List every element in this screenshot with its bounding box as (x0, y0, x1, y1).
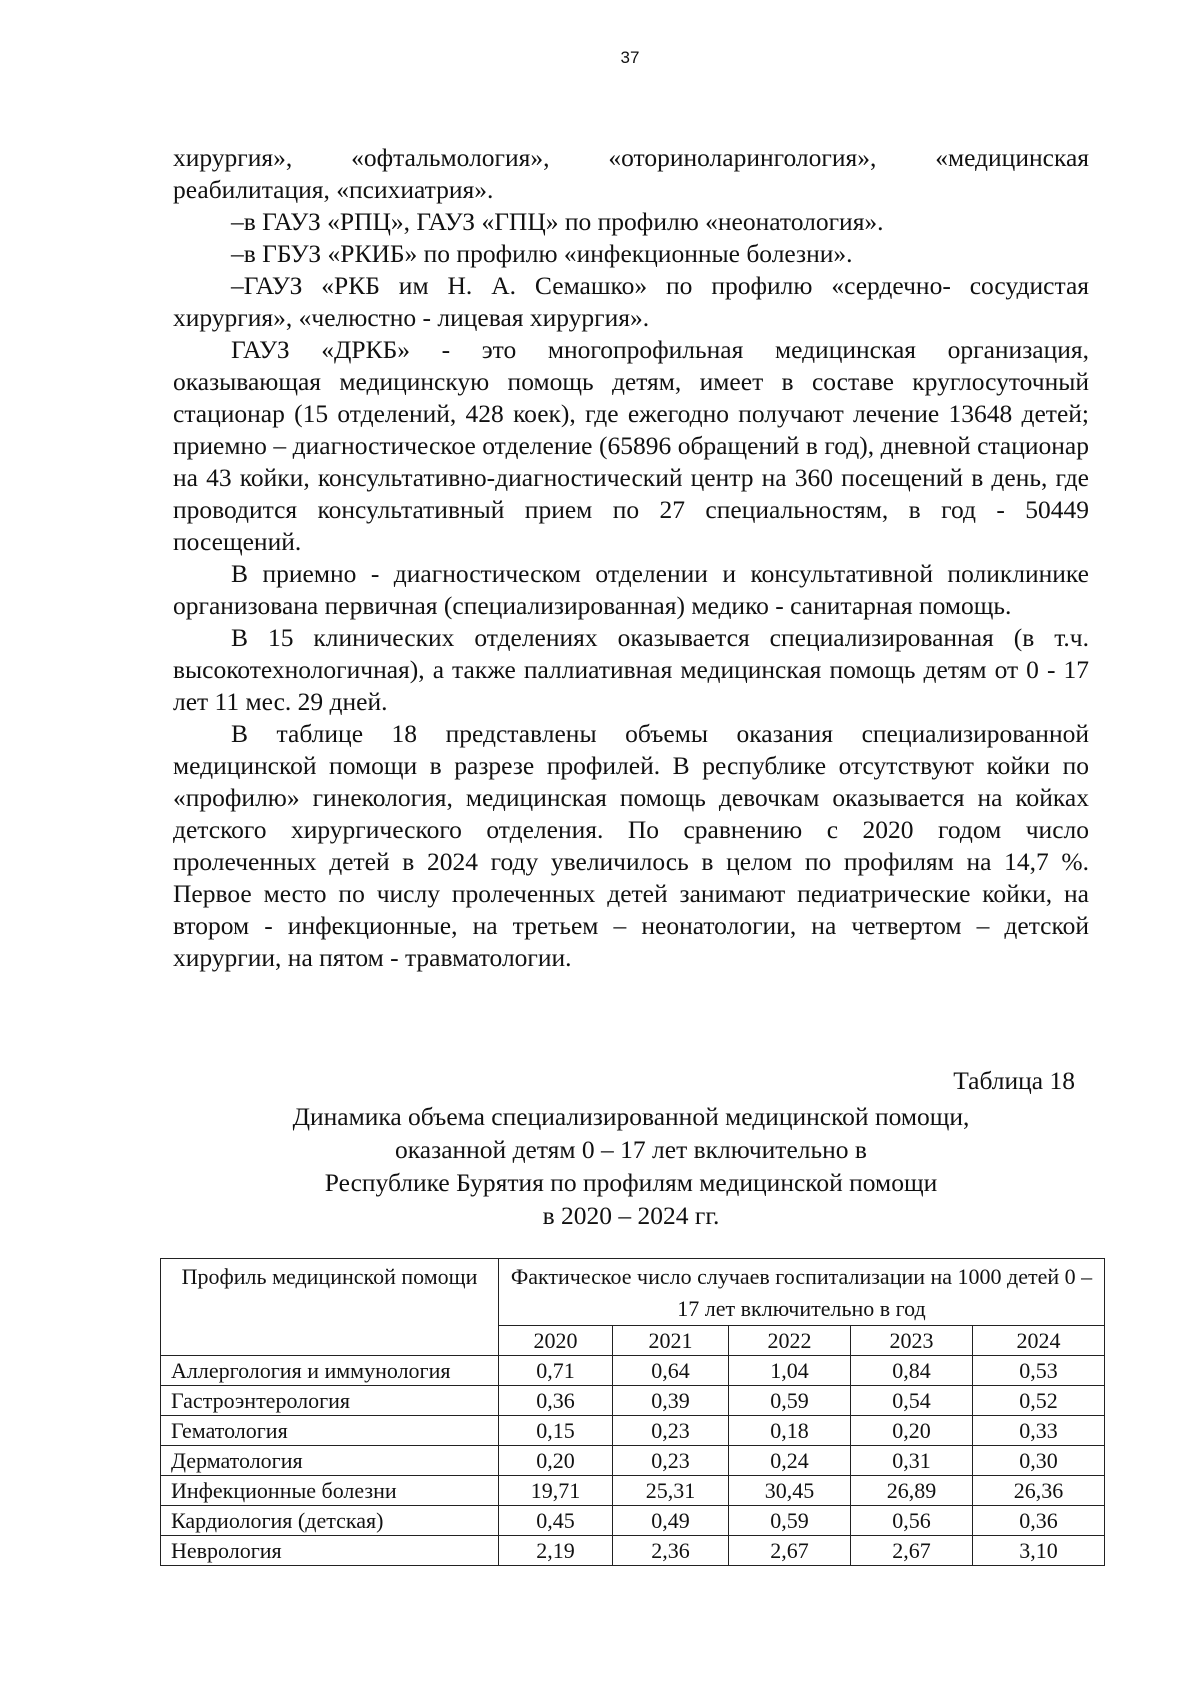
value-cell: 0,54 (851, 1386, 973, 1416)
value-cell: 0,84 (851, 1356, 973, 1386)
value-cell: 3,10 (973, 1536, 1105, 1566)
value-cell: 0,23 (613, 1446, 729, 1476)
paragraph: В таблице 18 представлены объемы оказания специализированной медицинской помощи в разрезе профилей. В республике отсутствуют койки по «профилю» гинекология, медицинская помощь девочкам оказывается на койках детского хирургического отделения. По сравнению с 2020 годом число пролеченных детей в 2024 году увеличилось в целом по профилям на 14,7 %. Первое место по числу пролеченных детей занимают педиатрические койки, на втором - инфекционные, на третьем – неонатологии, на четвертом – детской хирургии, на пятом - травматологии. (173, 719, 1089, 972)
value-cell: 0,39 (613, 1386, 729, 1416)
year-header: 2024 (973, 1326, 1105, 1356)
value-cell: 0,15 (499, 1416, 613, 1446)
value-cell: 19,71 (499, 1476, 613, 1506)
value-cell: 2,36 (613, 1536, 729, 1566)
value-cell: 0,31 (851, 1446, 973, 1476)
value-cell: 26,36 (973, 1476, 1105, 1506)
year-header: 2023 (851, 1326, 973, 1356)
value-cell: 0,18 (729, 1416, 851, 1446)
value-cell: 0,30 (973, 1446, 1105, 1476)
value-cell: 0,45 (499, 1506, 613, 1536)
value-cell: 0,33 (973, 1416, 1105, 1446)
value-cell: 0,59 (729, 1386, 851, 1416)
table-row (161, 1356, 1105, 1386)
table-title-line: оказанной детям 0 – 17 лет включительно в (395, 1135, 867, 1164)
value-cell: 0,36 (973, 1506, 1105, 1536)
body-text (173, 142, 1089, 974)
value-cell: 0,20 (851, 1416, 973, 1446)
year-header: 2021 (613, 1326, 729, 1356)
table-row (161, 1416, 1105, 1446)
table-row (161, 1476, 1105, 1506)
profile-name-cell: Дерматология (161, 1446, 499, 1476)
year-header: 2020 (499, 1326, 613, 1356)
value-cell: 0,20 (499, 1446, 613, 1476)
value-cell: 0,53 (973, 1356, 1105, 1386)
year-header: 2022 (729, 1326, 851, 1356)
value-cell: 0,52 (973, 1386, 1105, 1416)
value-cell: 0,64 (613, 1356, 729, 1386)
profile-name-cell: Кардиология (детская) (161, 1506, 499, 1536)
value-cell: 0,59 (729, 1506, 851, 1536)
value-cell: 0,36 (499, 1386, 613, 1416)
value-cell: 0,24 (729, 1446, 851, 1476)
hospitalization-table (160, 1258, 1105, 1566)
value-cell: 25,31 (613, 1476, 729, 1506)
value-cell: 2,67 (851, 1536, 973, 1566)
table-title-line: в 2020 – 2024 гг. (542, 1201, 720, 1230)
profile-name-cell: Инфекционные болезни (161, 1476, 499, 1506)
value-cell: 2,67 (729, 1536, 851, 1566)
value-cell: 0,56 (851, 1506, 973, 1536)
rate-group-header: Фактическое число случаев госпитализации на 1000 детей 0 – 17 лет включительно в год (499, 1259, 1105, 1326)
value-cell: 0,71 (499, 1356, 613, 1386)
table-row (161, 1536, 1105, 1566)
paragraph: В приемно - диагностическом отделении и консультативной поликлинике организована первичная (специализированная) медико - санитарная помощь. (173, 559, 1089, 620)
paragraph: –в ГАУЗ «РПЦ», ГАУЗ «ГПЦ» по профилю «неонатология». (231, 207, 884, 236)
table-header-row (161, 1259, 1105, 1326)
profile-name-cell: Гастроэнтерология (161, 1386, 499, 1416)
paragraph: В 15 клинических отделениях оказывается специализированная (в т.ч. высокотехнологичная), а также паллиативная медицинская помощь детям от 0 - 17 лет 11 мес. 29 дней. (173, 623, 1089, 716)
profile-name-cell: Неврология (161, 1536, 499, 1566)
table-title-line: Республике Бурятия по профилям медицинской помощи (324, 1168, 938, 1197)
profile-column-header: Профиль медицинской помощи (161, 1259, 499, 1356)
profile-name-cell: Гематология (161, 1416, 499, 1446)
profile-name-cell: Аллергология и иммунология (161, 1356, 499, 1386)
paragraph: хирургия», «офтальмология», «оториноларингология», «медицинская реабилитация, «психиатрия». (173, 143, 1089, 204)
value-cell: 26,89 (851, 1476, 973, 1506)
table-caption: Таблица 18 (953, 1066, 1075, 1095)
page-number: 37 (620, 48, 640, 67)
value-cell: 0,49 (613, 1506, 729, 1536)
value-cell: 1,04 (729, 1356, 851, 1386)
table-row (161, 1506, 1105, 1536)
table-row (161, 1386, 1105, 1416)
table-row (161, 1446, 1105, 1476)
table-title-line: Динамика объема специализированной медицинской помощи, (292, 1102, 970, 1131)
value-cell: 2,19 (499, 1536, 613, 1566)
value-cell: 30,45 (729, 1476, 851, 1506)
paragraph: –в ГБУЗ «РКИБ» по профилю «инфекционные болезни». (231, 239, 853, 268)
value-cell: 0,23 (613, 1416, 729, 1446)
paragraph: ГАУЗ «ДРКБ» - это многопрофильная медицинская организация, оказывающая медицинскую помощь детям, имеет в составе круглосуточный стационар (15 отделений, 428 коек), где ежегодно получают лечение 13648 детей; приемно – диагностическое отделение (65896 обращений в год), дневной стационар на 43 койки, консультативно-диагностический центр на 360 посещений в день, где проводится консультативный прием по 27 специальностям, в год - 50449 посещений. (173, 335, 1089, 556)
table-title (173, 1100, 1089, 1232)
paragraph: –ГАУЗ «РКБ им Н. А. Семашко» по профилю «сердечно- сосудистая хирургия», «челюстно - лицевая хирургия». (173, 271, 1089, 332)
